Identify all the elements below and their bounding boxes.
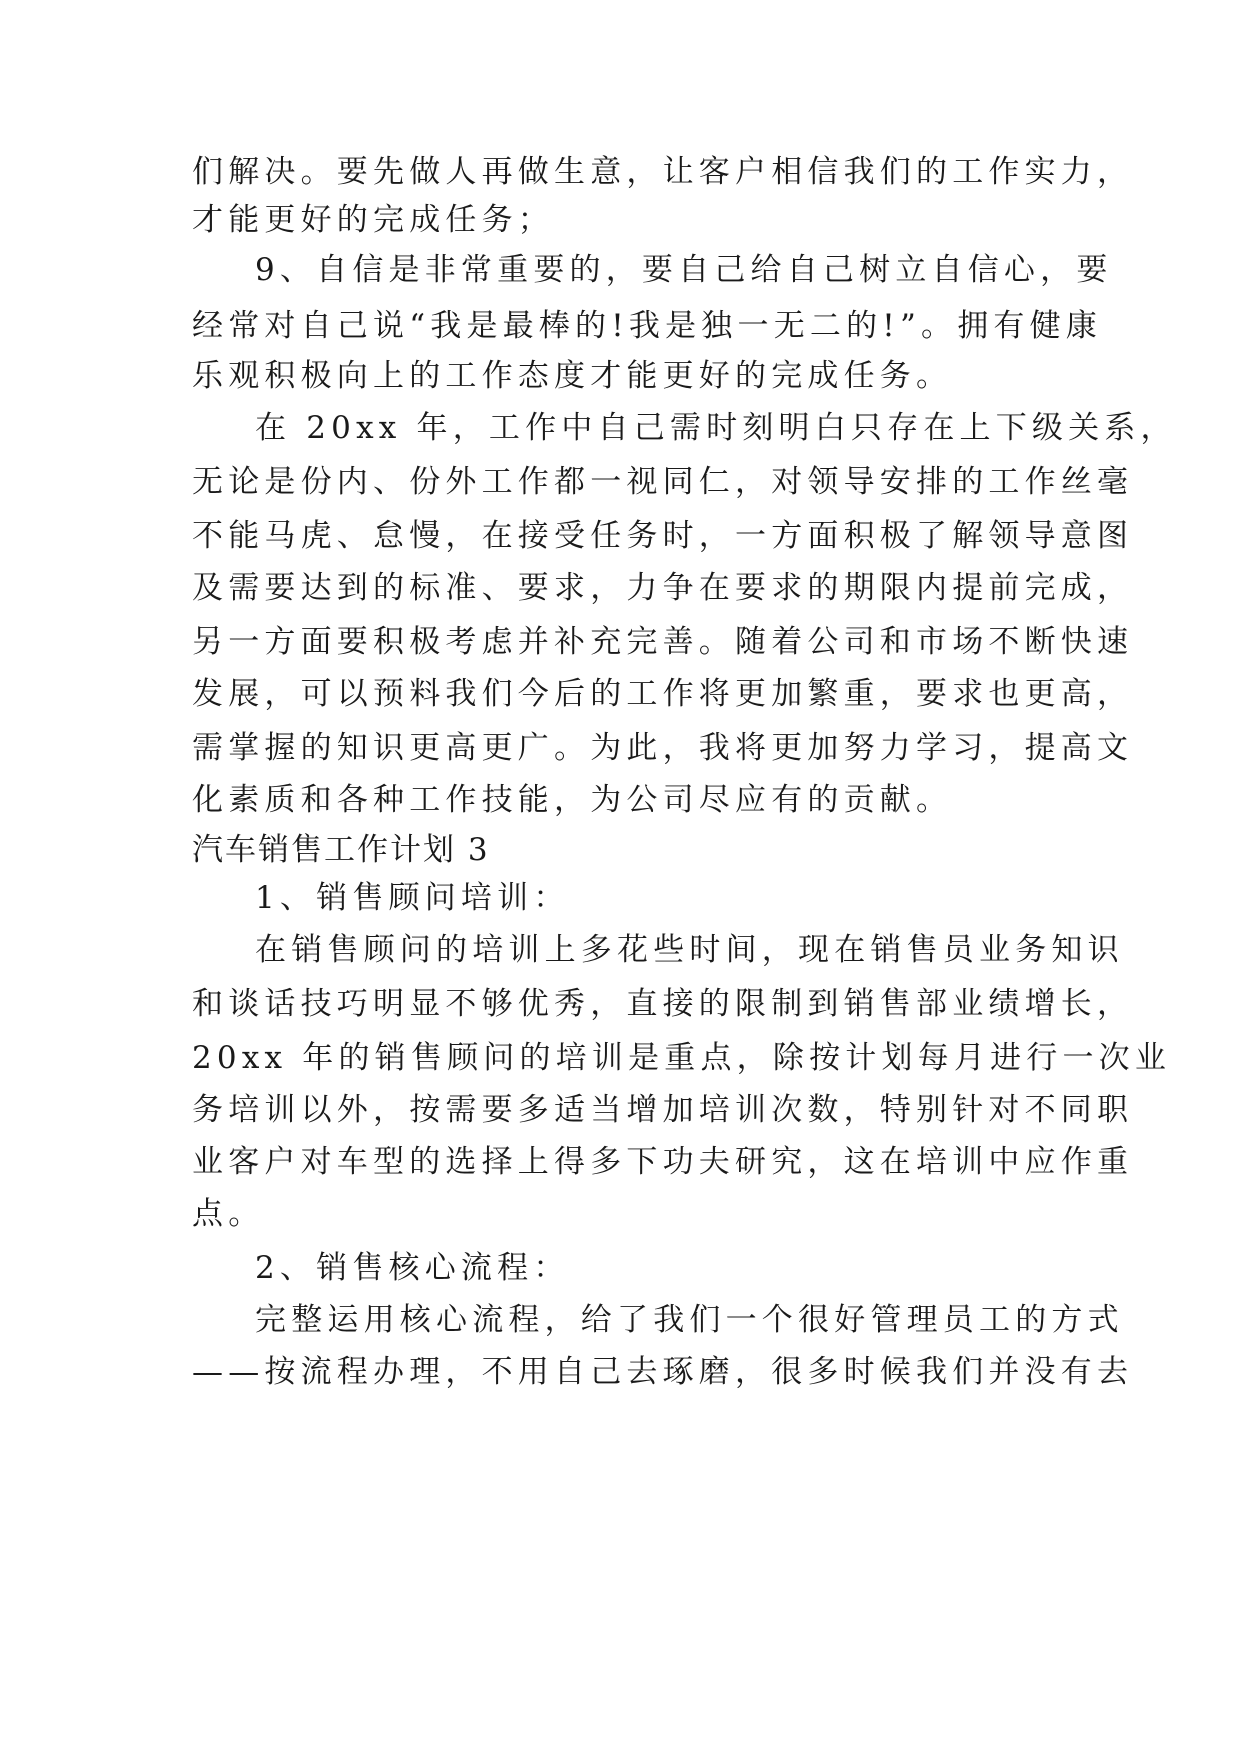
- paragraph-line: 需掌握的知识更高更广。为此，我将更加努力学习，提高文: [192, 730, 1134, 766]
- paragraph-line: ——按流程办理，不用自己去琢磨，很多时候我们并没有去: [192, 1354, 1134, 1390]
- paragraph-line: 9、自信是非常重要的，要自己给自己树立自信心，要: [255, 252, 1113, 288]
- paragraph-line: 另一方面要积极考虑并补充完善。随着公司和市场不断快速: [192, 624, 1134, 660]
- paragraph-line: 无论是份内、份外工作都一视同仁，对领导安排的工作丝毫: [192, 464, 1134, 500]
- subsection-heading: 2、销售核心流程：: [255, 1250, 570, 1286]
- paragraph-line: 才能更好的完成任务；: [192, 202, 554, 238]
- paragraph-line: 在销售顾问的培训上多花些时间，现在销售员业务知识: [255, 932, 1124, 968]
- paragraph-line: 发展，可以预料我们今后的工作将更加繁重，要求也更高，: [192, 676, 1134, 712]
- paragraph-line: 业客户对车型的选择上得多下功夫研究，这在培训中应作重: [192, 1144, 1134, 1180]
- paragraph-line: 20xx 年的销售顾问的培训是重点，除按计划每月进行一次业: [192, 1040, 1172, 1076]
- paragraph-line: 乐观积极向上的工作态度才能更好的完成任务。: [192, 358, 953, 394]
- paragraph-line: 经常对自己说“我是最棒的!我是独一无二的!”。拥有健康: [192, 308, 1103, 344]
- paragraph-line: 完整运用核心流程，给了我们一个很好管理员工的方式: [255, 1302, 1124, 1338]
- paragraph-line: 和谈话技巧明显不够优秀，直接的限制到销售部业绩增长，: [192, 986, 1134, 1022]
- paragraph-line: 不能马虎、怠慢，在接受任务时，一方面积极了解领导意图: [192, 518, 1134, 554]
- paragraph-line: 们解决。要先做人再做生意，让客户相信我们的工作实力，: [192, 154, 1134, 190]
- paragraph-line: 点。: [192, 1196, 265, 1232]
- paragraph-line: 务培训以外，按需要多适当增加培训次数，特别针对不同职: [192, 1092, 1134, 1128]
- section-heading: 汽车销售工作计划 3: [192, 832, 490, 868]
- paragraph-line: 及需要达到的标准、要求，力争在要求的期限内提前完成，: [192, 570, 1134, 606]
- subsection-heading: 1、销售顾问培训：: [255, 880, 570, 916]
- paragraph-line: 在 20xx 年，工作中自己需时刻明白只存在上下级关系，: [255, 410, 1177, 446]
- paragraph-line: 化素质和各种工作技能，为公司尽应有的贡献。: [192, 782, 953, 818]
